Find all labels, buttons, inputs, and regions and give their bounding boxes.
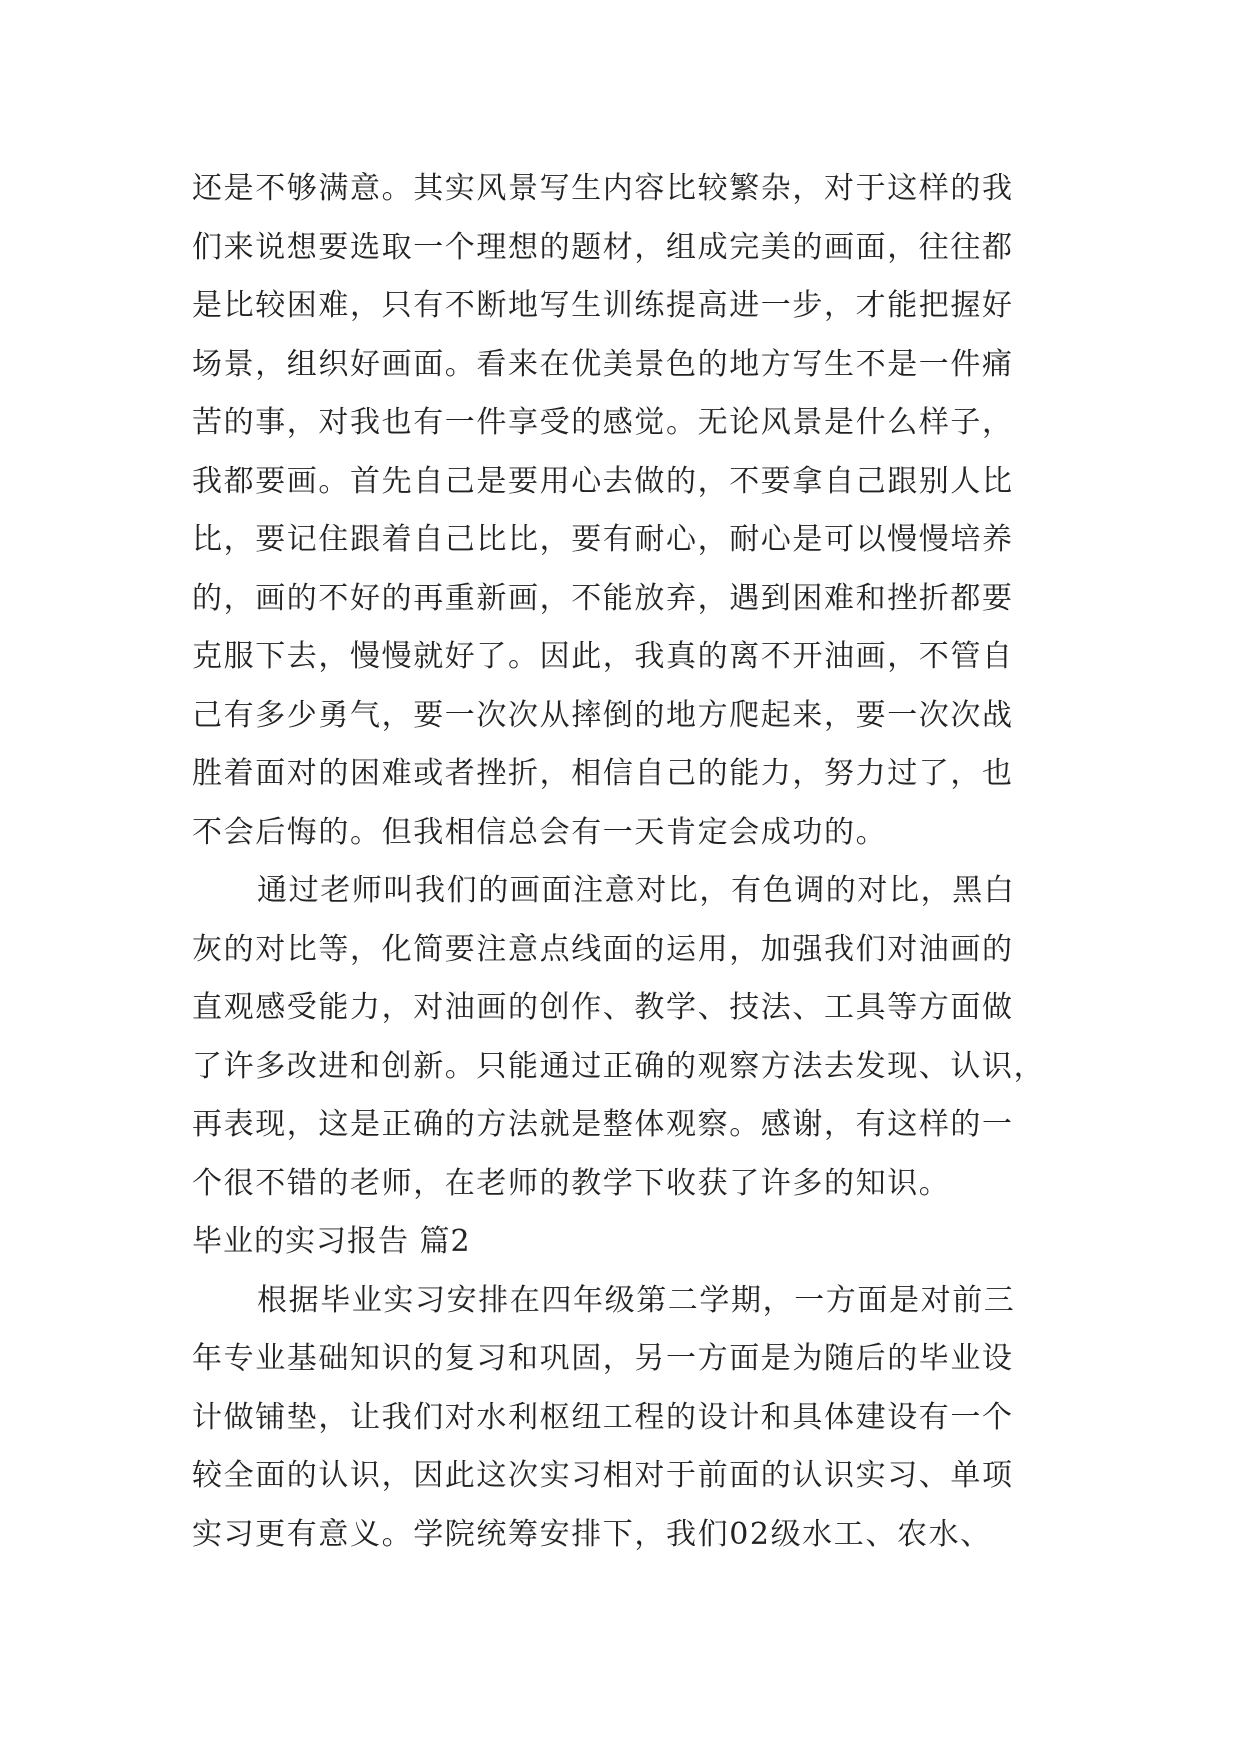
paragraph-line: 克服下去，慢慢就好了。因此，我真的离不开油画，不管自 (192, 639, 1014, 674)
paragraph-internship (192, 1272, 1072, 1565)
paragraph-line: 比，要记住跟着自己比比，要有耐心，耐心是可以慢慢培养 (192, 522, 1014, 557)
document-body (192, 160, 1072, 1564)
paragraph-line: 了许多改进和创新。只能通过正确的观察方法去发现、认识， (192, 1048, 1046, 1084)
paragraph-line: 年专业基础知识的复习和巩固，另一方面是为随后的毕业设 (192, 1341, 1014, 1376)
paragraph-line: 通过老师叫我们的画面注意对比，有色调的对比，黑白 (257, 873, 1016, 908)
paragraph-line: 我都要画。首先自己是要用心去做的，不要拿自己跟别人比 (192, 463, 1014, 499)
paragraph-teacher (192, 862, 1072, 1213)
paragraph-line: 实习更有意义。学院统筹安排下，我们02级水工、农水、 (192, 1516, 992, 1552)
paragraph-line: 苦的事，对我也有一件享受的感觉。无论风景是什么样子， (192, 405, 1014, 440)
paragraph-line: 的，画的不好的再重新画，不能放弃，遇到困难和挫折都要 (192, 580, 1014, 616)
section-heading: 毕业的实习报告 篇2 (192, 1224, 471, 1259)
paragraph-line: 还是不够满意。其实风景写生内容比较繁杂，对于这样的我 (192, 171, 1014, 206)
paragraph-line: 个很不错的老师，在老师的教学下收获了许多的知识。 (192, 1165, 951, 1201)
paragraph-line: 根据毕业实习安排在四年级第二学期，一方面是对前三 (257, 1282, 1016, 1318)
paragraph-line: 灰的对比等，化简要注意点线面的运用，加强我们对油画的 (192, 931, 1014, 967)
paragraph-line: 胜着面对的困难或者挫折，相信自己的能力，努力过了，也 (192, 756, 1014, 791)
paragraph-line: 不会后悔的。但我相信总会有一天肯定会成功的。 (192, 814, 888, 850)
paragraph-line: 们来说想要选取一个理想的题材，组成完美的画面，往往都 (192, 229, 1014, 265)
paragraph-line: 直观感受能力，对油画的创作、教学、技法、工具等方面做 (192, 990, 1014, 1025)
paragraph-line: 再表现，这是正确的方法就是整体观察。感谢，有这样的一 (192, 1107, 1014, 1142)
paragraph-line: 计做铺垫，让我们对水利枢纽工程的设计和具体建设有一个 (192, 1399, 1014, 1435)
paragraph-line: 是比较困难，只有不断地写生训练提高进一步，才能把握好 (192, 288, 1014, 323)
paragraph-line: 己有多少勇气，要一次次从摔倒的地方爬起来，要一次次战 (192, 697, 1014, 733)
paragraph-line: 场景，组织好画面。看来在优美景色的地方写生不是一件痛 (192, 346, 1014, 382)
paragraph-line: 较全面的认识，因此这次实习相对于前面的认识实习、单项 (192, 1458, 1014, 1493)
paragraph-continued (192, 160, 1072, 862)
